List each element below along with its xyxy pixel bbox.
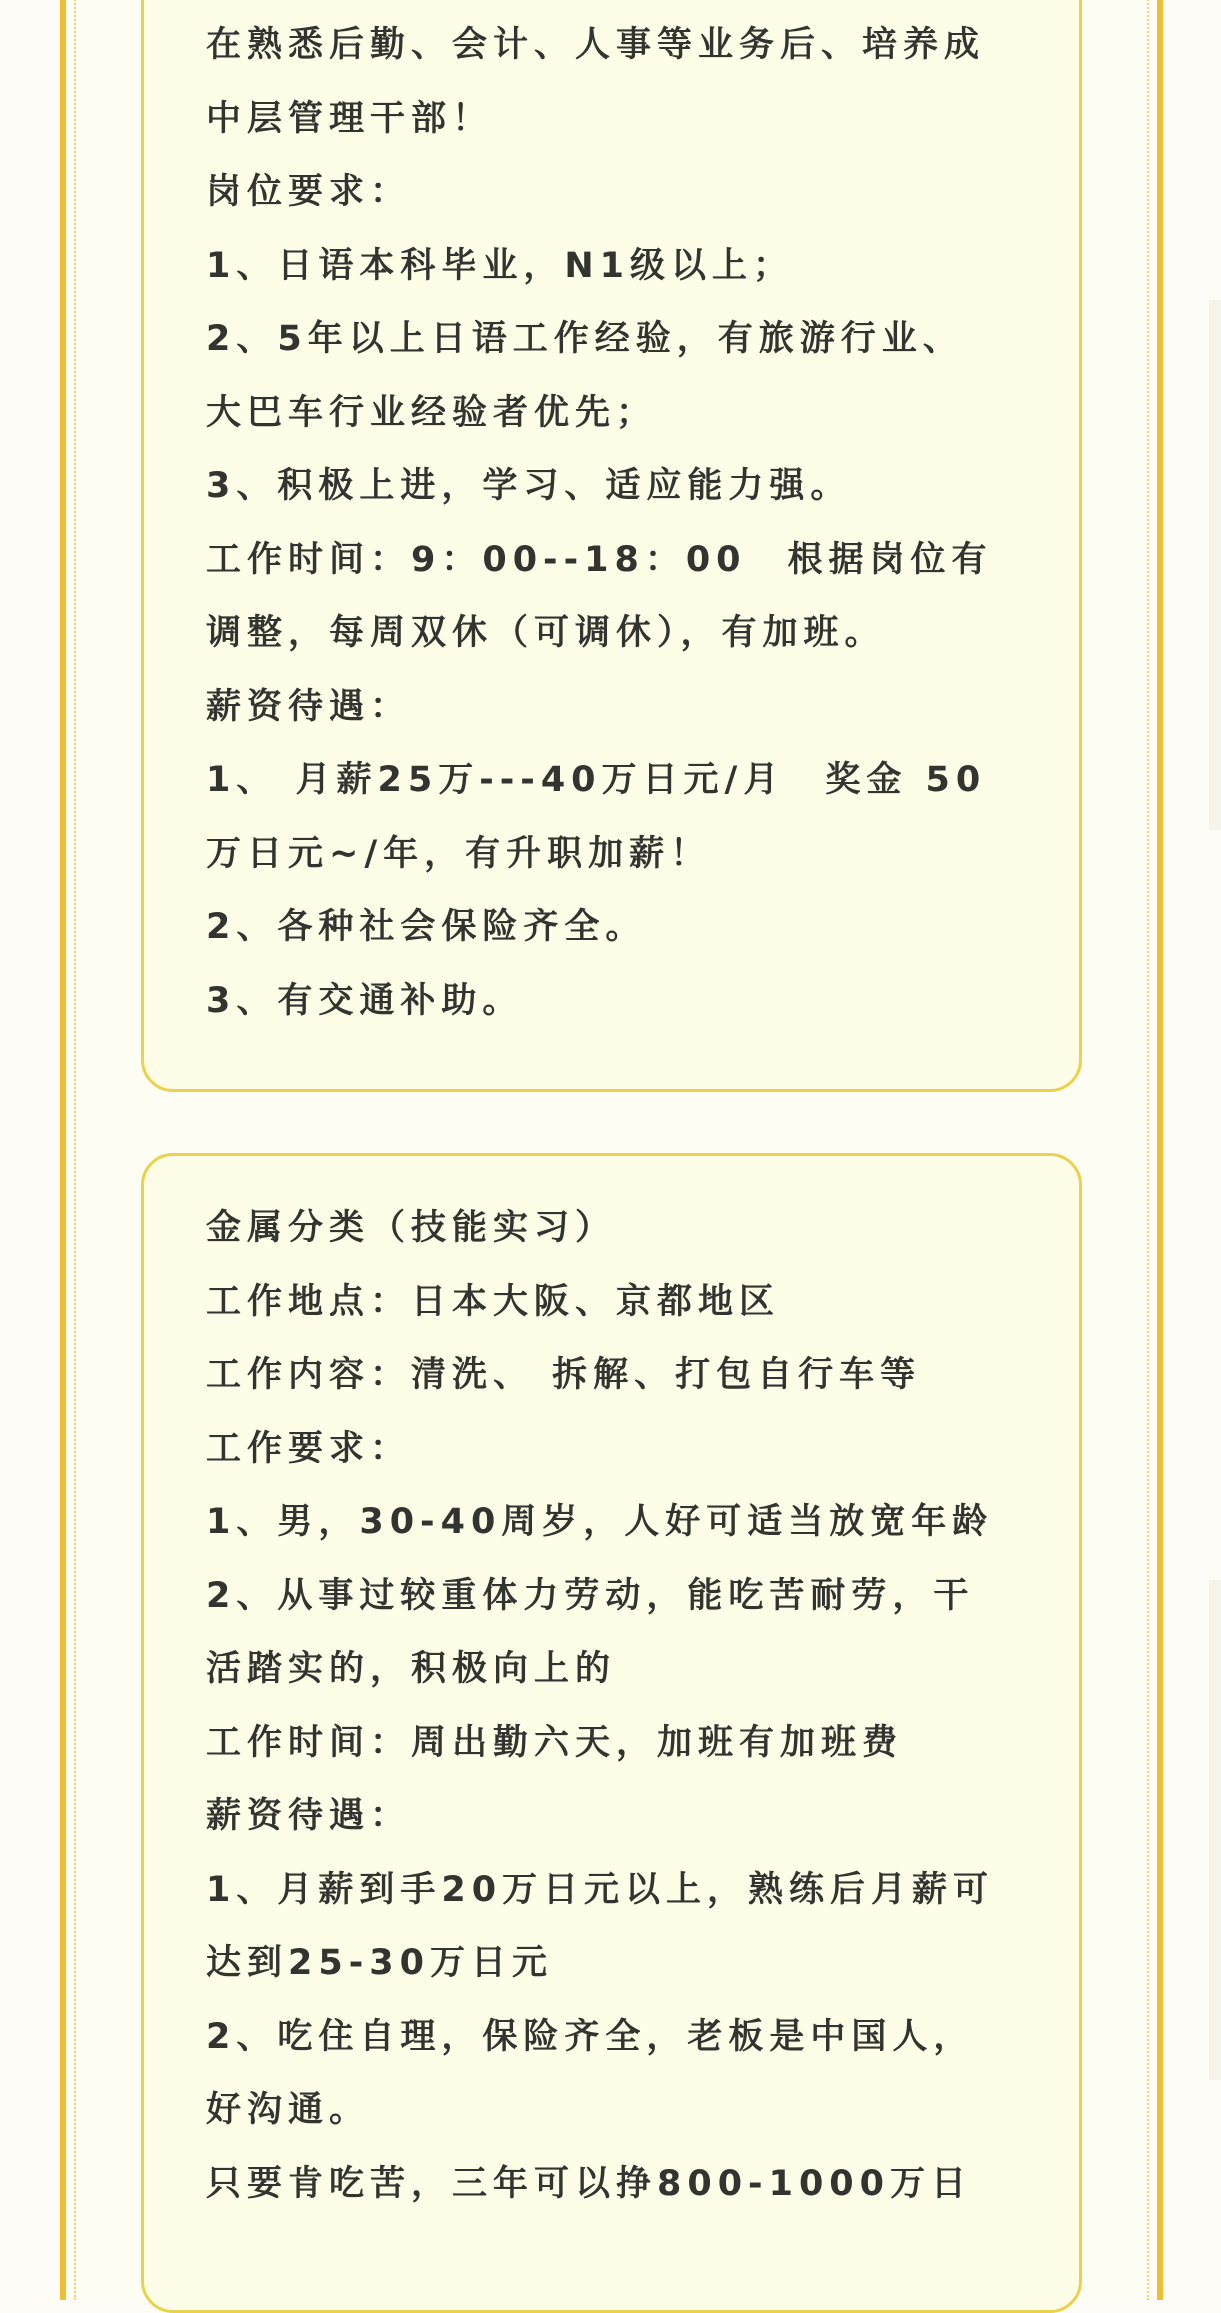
text-line: 1、月薪到手20万日元以上，熟练后月薪可 (206, 1869, 995, 1910)
text-line: 好沟通。 (206, 2090, 371, 2130)
text-line: 2、从事过较重体力劳动，能吃苦耐劳，干 (206, 1575, 975, 1616)
section-heading: 薪资待遇： (206, 1796, 412, 1836)
text-line: 工作内容：清洗、 拆解、打包自行车等 (206, 1355, 922, 1395)
section-heading: 薪资待遇： (206, 686, 412, 727)
job-card-office (141, 0, 1082, 1092)
text-line: 1、男，30-40周岁，人好可适当放宽年龄 (206, 1502, 994, 1542)
text-line: 1、日语本科毕业，N1级以上； (206, 245, 794, 286)
text-line: 2、各种社会保险齐全。 (206, 907, 647, 947)
text-line: 2、5年以上日语工作经验，有旅游行业、 (206, 319, 964, 359)
text-line: 只要肯吃苦，三年可以挣800-1000万日 (206, 2163, 972, 2204)
text-line: 1、 月薪25万---40万日元/月 奖金 50 (206, 760, 987, 800)
text-line: 工作地点：日本大阪、京都地区 (206, 1281, 781, 1322)
text-line: 活踏实的，积极向上的 (206, 1649, 617, 1689)
text-line: 工作时间：9：00--18：00 根据岗位有 (206, 539, 993, 580)
section-heading: 岗位要求： (206, 172, 412, 212)
text-line: 3、有交通补助。 (206, 980, 524, 1021)
text-line: 2、吃住自理，保险齐全，老板是中国人， (206, 2016, 975, 2057)
job-card-metal-sorting (141, 1153, 1082, 2313)
text-line: 3、积极上进，学习、适应能力强。 (206, 466, 852, 506)
text-line: 达到25-30万日元 (206, 1943, 553, 1983)
right-edge-decoration (1209, 1580, 1221, 2080)
text-line: 工作时间：周出勤六天，加班有加班费 (206, 1722, 904, 1763)
text-line: 中层管理干部！ (206, 98, 494, 139)
text-line: 大巴车行业经验者优先； (206, 392, 658, 433)
text-line: 调整，每周双休（可调休），有加班。 (206, 613, 886, 653)
section-heading: 工作要求： (206, 1428, 412, 1469)
right-edge-decoration (1209, 300, 1221, 830)
job-title: 金属分类（技能实习） (206, 1208, 617, 1248)
text-line: 万日元~/年，有升职加薪！ (206, 833, 712, 874)
text-line: 在熟悉后勤、会计、人事等业务后、培养成 (206, 25, 986, 65)
